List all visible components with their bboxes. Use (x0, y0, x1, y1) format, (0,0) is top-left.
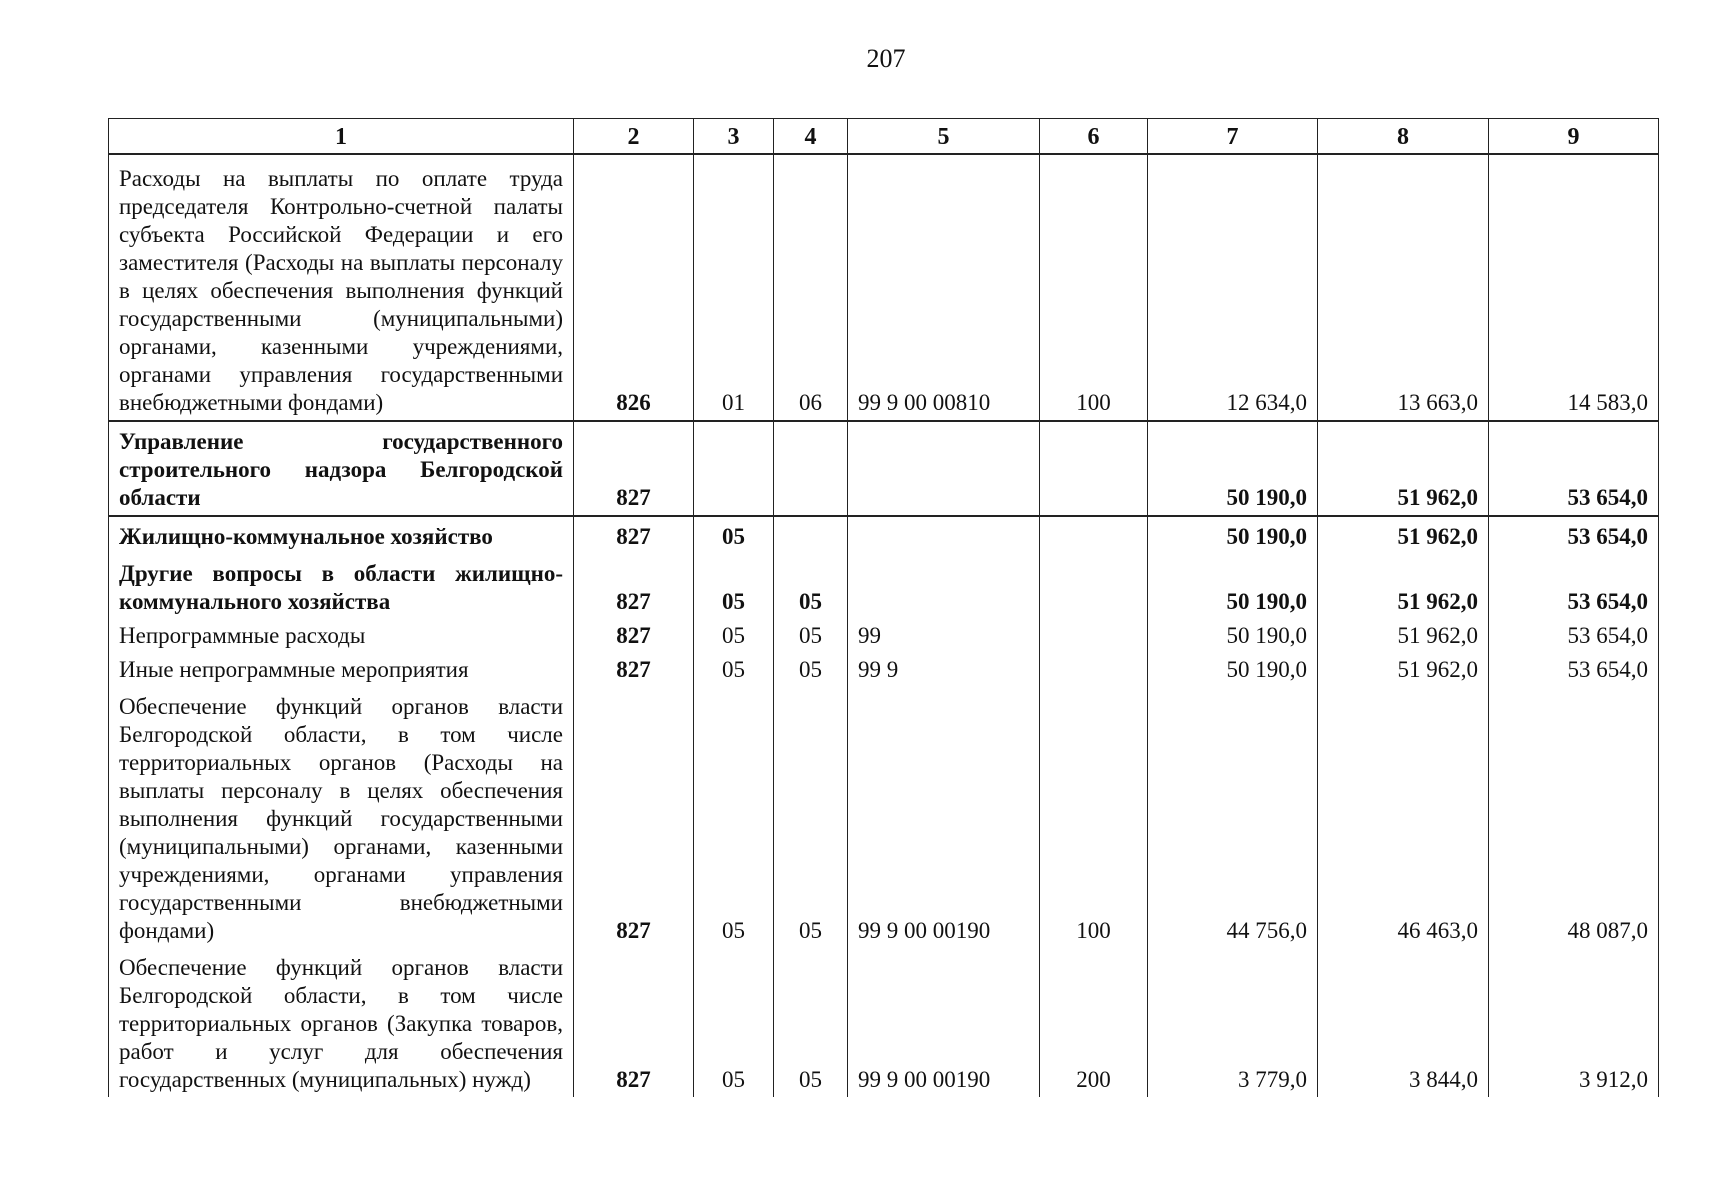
cell-section: 05 (694, 653, 774, 687)
cell-target-code: 99 (848, 619, 1040, 653)
cell-amount-col9: 53 654,0 (1489, 516, 1659, 554)
column-header: 3 (694, 119, 774, 155)
cell-admin-code: 826 (574, 154, 694, 421)
row-name: Расходы на выплаты по оплате труда председателя Контрольно-счетной палаты субъекта Российской Федерации и его заместителя (Расходы на выплаты персоналу в целях обеспечения выполнения функций государственными (муниципальными) органами, казенными учреждениями, органами управления государственными внебюджетными фондами) (109, 154, 574, 421)
cell-subsection: 05 (774, 619, 848, 653)
cell-expense-type: 200 (1040, 948, 1148, 1097)
cell-amount-col8: 51 962,0 (1318, 619, 1489, 653)
cell-amount-col7: 50 190,0 (1148, 554, 1318, 619)
cell-amount-col8: 51 962,0 (1318, 554, 1489, 619)
column-header: 9 (1489, 119, 1659, 155)
cell-admin-code: 827 (574, 516, 694, 554)
cell-section: 05 (694, 554, 774, 619)
cell-amount-col9: 3 912,0 (1489, 948, 1659, 1097)
column-header: 5 (848, 119, 1040, 155)
table-row (109, 687, 1659, 948)
cell-amount-col9: 48 087,0 (1489, 687, 1659, 948)
table-row (109, 948, 1659, 1097)
cell-target-code: 99 9 00 00810 (848, 154, 1040, 421)
cell-section: 01 (694, 154, 774, 421)
cell-subsection: 05 (774, 948, 848, 1097)
column-header: 6 (1040, 119, 1148, 155)
column-header: 2 (574, 119, 694, 155)
cell-target-code (848, 554, 1040, 619)
cell-section: 05 (694, 687, 774, 948)
cell-target-code (848, 516, 1040, 554)
cell-amount-col8: 51 962,0 (1318, 421, 1489, 516)
page-number: 207 (866, 44, 906, 73)
table-row (109, 653, 1659, 687)
cell-expense-type (1040, 421, 1148, 516)
cell-admin-code: 827 (574, 619, 694, 653)
table-row (109, 554, 1659, 619)
cell-subsection: 05 (774, 554, 848, 619)
cell-expense-type: 100 (1040, 154, 1148, 421)
cell-section: 05 (694, 948, 774, 1097)
cell-amount-col8: 46 463,0 (1318, 687, 1489, 948)
cell-expense-type (1040, 554, 1148, 619)
row-name: Непрограммные расходы (109, 619, 574, 653)
cell-subsection (774, 421, 848, 516)
cell-subsection: 05 (774, 687, 848, 948)
budget-table (108, 118, 1659, 1097)
cell-admin-code: 827 (574, 687, 694, 948)
cell-amount-col9: 14 583,0 (1489, 154, 1659, 421)
cell-subsection: 06 (774, 154, 848, 421)
table-row (109, 154, 1659, 421)
cell-admin-code: 827 (574, 653, 694, 687)
cell-admin-code: 827 (574, 554, 694, 619)
column-header: 7 (1148, 119, 1318, 155)
cell-target-code: 99 9 (848, 653, 1040, 687)
cell-section: 05 (694, 516, 774, 554)
row-name: Жилищно-коммунальное хозяйство (109, 516, 574, 554)
column-header: 1 (109, 119, 574, 155)
table-row (109, 516, 1659, 554)
cell-admin-code: 827 (574, 948, 694, 1097)
row-name: Иные непрограммные мероприятия (109, 653, 574, 687)
column-header: 8 (1318, 119, 1489, 155)
cell-expense-type: 100 (1040, 687, 1148, 948)
cell-expense-type (1040, 516, 1148, 554)
cell-amount-col9: 53 654,0 (1489, 653, 1659, 687)
cell-subsection (774, 516, 848, 554)
cell-amount-col9: 53 654,0 (1489, 554, 1659, 619)
row-name: Обеспечение функций органов власти Белгородской области, в том числе территориальных органов (Расходы на выплаты персоналу в целях обеспечения выполнения функций государственными (муниципальными) органами, казенными учреждениями, органами управления государственными внебюджетными фондами) (109, 687, 574, 948)
column-header: 4 (774, 119, 848, 155)
cell-section (694, 421, 774, 516)
table-row (109, 619, 1659, 653)
cell-target-code: 99 9 00 00190 (848, 687, 1040, 948)
cell-amount-col8: 3 844,0 (1318, 948, 1489, 1097)
cell-amount-col7: 44 756,0 (1148, 687, 1318, 948)
cell-subsection: 05 (774, 653, 848, 687)
row-name: Другие вопросы в области жилищно-коммунального хозяйства (109, 554, 574, 619)
cell-amount-col7: 50 190,0 (1148, 421, 1318, 516)
table-row (109, 421, 1659, 516)
cell-expense-type (1040, 619, 1148, 653)
cell-amount-col8: 51 962,0 (1318, 653, 1489, 687)
cell-amount-col8: 13 663,0 (1318, 154, 1489, 421)
row-name: Обеспечение функций органов власти Белгородской области, в том числе территориальных органов (Закупка товаров, работ и услуг для обеспечения государственных (муниципальных) нужд) (109, 948, 574, 1097)
cell-expense-type (1040, 653, 1148, 687)
cell-amount-col9: 53 654,0 (1489, 421, 1659, 516)
cell-amount-col7: 50 190,0 (1148, 653, 1318, 687)
cell-target-code: 99 9 00 00190 (848, 948, 1040, 1097)
cell-admin-code: 827 (574, 421, 694, 516)
cell-amount-col7: 50 190,0 (1148, 516, 1318, 554)
cell-amount-col7: 12 634,0 (1148, 154, 1318, 421)
cell-target-code (848, 421, 1040, 516)
cell-amount-col8: 51 962,0 (1318, 516, 1489, 554)
header-row (109, 119, 1659, 155)
cell-amount-col7: 50 190,0 (1148, 619, 1318, 653)
cell-amount-col7: 3 779,0 (1148, 948, 1318, 1097)
cell-section: 05 (694, 619, 774, 653)
cell-amount-col9: 53 654,0 (1489, 619, 1659, 653)
row-name: Управление государственного строительного надзора Белгородской области (109, 421, 574, 516)
